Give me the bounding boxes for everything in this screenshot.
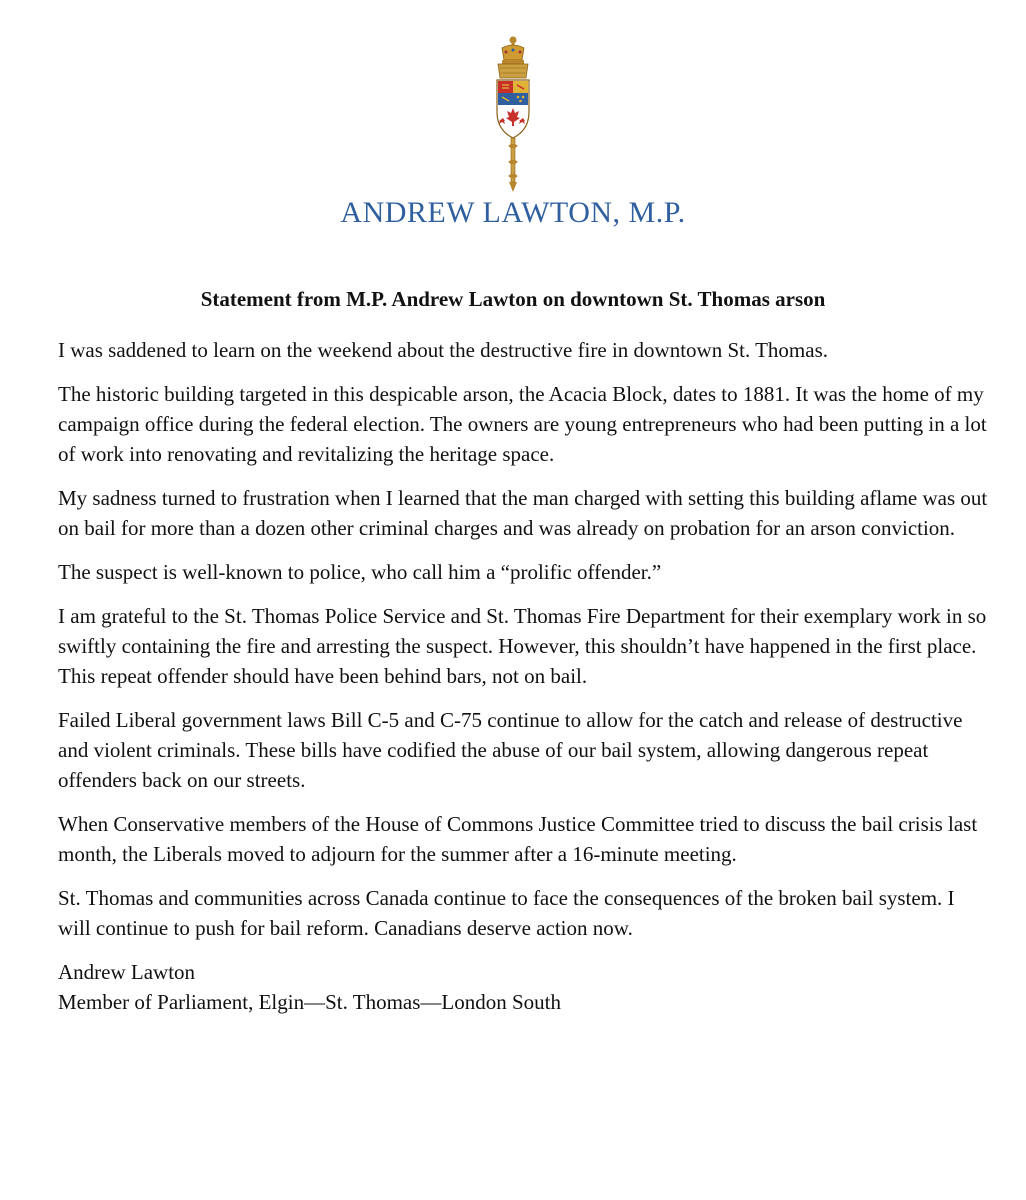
paragraph: I was saddened to learn on the weekend about the destructive fire in downtown St. Thomas. [58,338,828,362]
signature-name: Andrew Lawton [58,960,196,984]
paragraph: When Conservative members of the House of Commons Justice Committee tried to discuss the bail crisis last month, the Liberals moved to adjourn for the summer after a 16-minute meeting. [58,812,978,866]
paragraph: My sadness turned to frustration when I learned that the man charged with setting this building aflame was out on bail for more than a dozen other criminal charges and was already on probation for an arson conviction. [58,486,988,540]
signature-block [58,957,988,1017]
statement-title: Statement from M.P. Andrew Lawton on downtown St. Thomas arson [200,287,826,311]
mp-name-heading: ANDREW LAWTON, M.P. [340,196,686,229]
paragraph: The suspect is well-known to police, who call him a “prolific offender.” [58,560,662,584]
paragraph: Failed Liberal government laws Bill C-5 and C-75 continue to allow for the catch and release of destructive and violent criminals. These bills have codified the abuse of our bail system, allowing dangerous repeat offenders back on our streets. [58,708,963,792]
statement-body [58,335,988,1017]
house-of-commons-mace-crest-icon [478,34,548,194]
paragraph: I am grateful to the St. Thomas Police Service and St. Thomas Fire Department for their exemplary work in so swiftly containing the fire and arresting the suspect. However, this shouldn’t have happened in the first place. This repeat offender should have been behind bars, not on bail. [58,604,987,688]
paragraph: The historic building targeted in this despicable arson, the Acacia Block, dates to 1881. It was the home of my campaign office during the federal election. The owners are young entrepreneurs who had been putting in a lot of work into renovating and revitalizing the heritage space. [58,382,987,466]
paragraph: St. Thomas and communities across Canada continue to face the consequences of the broken bail system. I will continue to push for bail reform. Canadians deserve action now. [58,886,955,940]
signature-title: Member of Parliament, Elgin—St. Thomas—London South [58,990,561,1014]
